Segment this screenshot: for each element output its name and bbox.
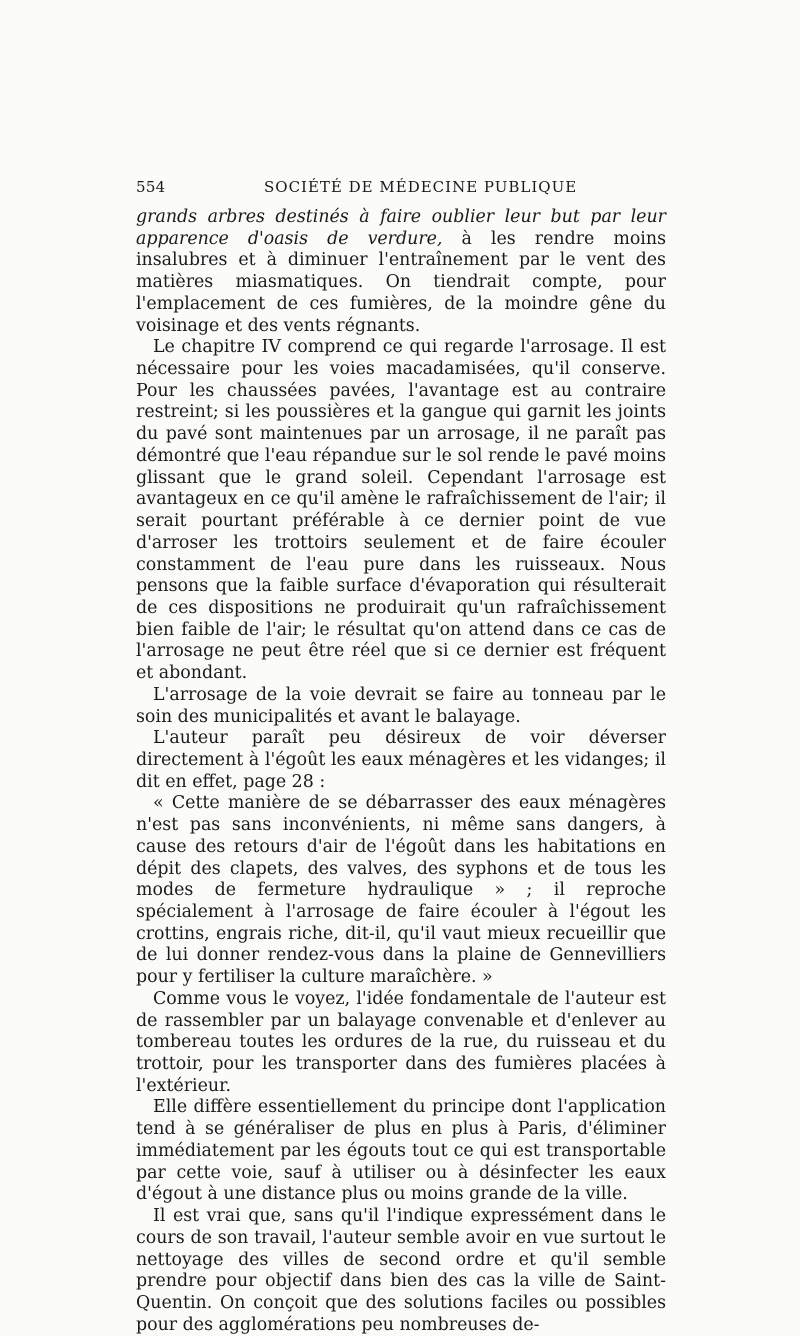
paragraph-2: Le chapitre IV comprend ce qui regarde l'arrosage. Il est nécessaire pour les voies macadamisées, qu'il conserve. Pour les chaussées pavées, l'avantage est au contraire restreint; si les poussières et la gangue qui garnit les joints du pavé sont maintenues par un arrosage, il ne paraît pas démontré que l'eau répandue sur le sol rende le pavé moins glissant que le grand soleil. Cependant l'arrosage est avantageux en ce qu'il amène le rafraîchissement de l'air; il serait pourtant préférable à ce dernier point de vue d'arroser les trottoirs seulement et de faire écouler constamment de l'eau pure dans les ruisseaux. Nous pensons que la faible surface d'évaporation qui résulterait de ces dispositions ne produirait qu'un rafraîchissement bien faible de l'air; le résultat qu'on attend dans ce cas de l'arrosage ne peut être réel que si ce dernier est fréquent et abondant.	[136, 337, 666, 684]
page-number: 554	[136, 178, 166, 196]
paragraph-4: L'auteur paraît peu désireux de voir déverser directement à l'égoût les eaux ménagères et les vidanges; il dit en effet, page 28 :	[136, 728, 666, 792]
paragraph-1	[136, 207, 666, 337]
italic-lead: grands arbres destinés à faire oublier leur but par leur apparence d'oasis de verdure,	[136, 207, 666, 249]
paragraph-7: Elle diffère essentiellement du principe dont l'application tend à se généraliser de plus en plus à Paris, d'éliminer immédiatement par les égouts tout ce qui est transportable par cette voie, sauf à utiliser ou à désinfecter les eaux d'égout à une distance plus ou moins grande de la ville.	[136, 1097, 666, 1205]
paragraph-6: Comme vous le voyez, l'idée fondamentale de l'auteur est de rassembler par un balayage convenable et d'enlever au tombereau toutes les ordures de la rue, du ruisseau et du trottoir, pour les transporter dans des fumières placées à l'extérieur.	[136, 988, 666, 1096]
running-head: SOCIÉTÉ DE MÉDECINE PUBLIQUE	[264, 178, 578, 196]
paragraph-5-quotation: « Cette manière de se débarrasser des eaux ménagères n'est pas sans inconvénients, ni même sans dangers, à cause des retours d'air de l'égoût dans les habitations en dépit des clapets, des valves, des syphons et de tous les modes de fermeture hydraulique » ; il reproche spécialement à l'arrosage de faire écouler à l'égout les crottins, engrais riche, dit-il, qu'il vaut mieux recueillir que de lui donner rendez-vous dans la plaine de Gennevilliers pour y fertiliser la culture maraîchère. »	[136, 793, 666, 988]
body-text	[136, 207, 666, 1336]
page-header	[136, 178, 666, 200]
paragraph-1-text: à les rendre moins insalubres et à diminuer l'entraînement par le vent des matières miasmatiques. On tiendrait compte, pour l'emplacement de ces fumières, de la moindre gêne du voisinage et des vents régnants.	[136, 228, 666, 336]
paragraph-3: L'arrosage de la voie devrait se faire au tonneau par le soin des municipalités et avant le balayage.	[136, 684, 666, 727]
paragraph-8: Il est vrai que, sans qu'il l'indique expressément dans le cours de son travail, l'auteur semble avoir en vue surtout le nettoyage des villes de second ordre et qu'il semble prendre pour objectif dans bien des cas la ville de Saint-Quentin. On conçoit que des solutions faciles ou possibles pour des agglomérations peu nombreuses de-	[136, 1206, 666, 1335]
